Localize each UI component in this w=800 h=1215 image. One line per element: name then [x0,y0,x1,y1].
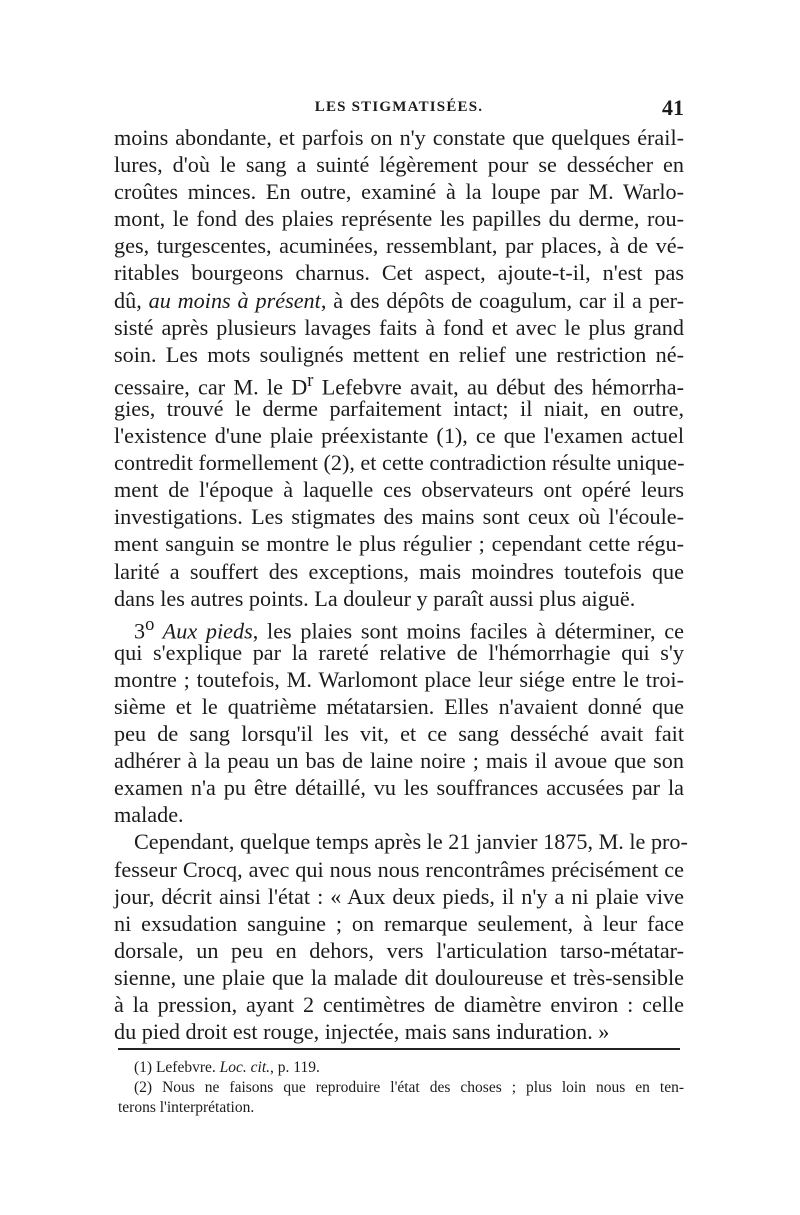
text-run: , p. 119. [270,1059,320,1076]
text-line: ment sanguin se montre le plus régulier ; cependant cette régu- [114,531,684,557]
text-line: dorsale, un peu en dehors, vers l'articulation tarso-métatar- [114,937,684,963]
italic-text: au moins à présent [148,287,321,313]
text-line: sième et le quatrième métatarsien. Elles n'avaient donné que [114,693,684,719]
text-line: examen n'a pu être détaillé, vu les souffrances accusées par la [114,775,684,801]
text-line: malade. [114,802,184,828]
text-line: dans les autres points. La douleur y paraît aussi plus aiguë. [114,585,636,611]
text-line: moins abondante, et parfois on n'y constate que quelques érail- [114,125,684,150]
text-line: sienne, une plaie que la malade dit douloureuse et très-sensible [114,964,684,990]
text-line: du pied droit est rouge, injectée, mais sans induration. » [114,1019,610,1045]
text-line: Cependant, quelque temps après le 21 janvier 1875, M. le pro- [134,829,688,855]
text-line: montre ; toutefois, M. Warlomont place leur siége entre le troi- [114,666,684,692]
text-run: 3 [134,618,146,644]
footnotes [118,1058,684,1118]
text-line: larité a souffert des exceptions, mais moindres toutefois que [114,558,684,584]
footnote-separator [118,1048,680,1050]
text-line: sisté après plusieurs lavages faits à fond et avec le plus grand [114,314,684,340]
text-line: ritables bourgeons charnus. Cet aspect, ajoute-t-il, n'est pas [114,260,684,286]
text-line: contredit formellement (2), et cette contradiction résulte unique- [114,450,685,476]
text-line: qui s'explique par la rareté relative de l'hémorrhagie qui s'y [114,639,684,665]
italic-text: Loc. cit. [219,1059,271,1076]
text-line: soin. Les mots soulignés mettent en relief une restriction né- [114,341,684,367]
text-line: jour, décrit ainsi l'état : « Aux deux pieds, il n'y a ni plaie vive [114,883,684,909]
text-line [114,287,684,314]
superscript: o [145,614,155,635]
text-run: cessaire, car M. le D [114,374,308,400]
body-text [114,124,688,1045]
text-run: (1) Lefebvre. [134,1059,220,1076]
text-run: Lefebvre avait, au début des hémorrha- [313,374,684,400]
text-line: ges, turgescentes, acuminées, ressemblant, par places, à de vé- [114,233,684,259]
superscript: r [307,370,314,391]
text-line: fesseur Crocq, avec qui nous nous rencontrâmes précisément ce [114,856,684,882]
text-run: , à des dépôts de coagulum, car il a per- [320,287,685,313]
text-line: l'existence d'une plaie préexistante (1), ce que l'examen actuel [114,423,684,449]
page-number: 41 [662,95,684,120]
text-line: gies, trouvé le derme parfaitement intact; il niait, en outre, [114,395,684,421]
text-line: peu de sang lorsqu'il les vit, et ce sang desséché avait fait [114,721,684,747]
footnote-line: terons l'interprétation. [118,1099,255,1116]
text-run: , les plaies sont moins faciles à déterminer, ce [252,618,684,644]
text-line: ment de l'époque à laquelle ces observateurs ont opéré leurs [114,477,684,503]
text-line: à la pression, ayant 2 centimètres de diamètre environ : celle [114,992,684,1017]
footnote-line [118,1058,684,1078]
text-line: adhérer à la peau un bas de laine noire ; mais il avoue que son [114,748,684,774]
text-line: investigations. Les stigmates des mains sont ceux où l'écoule- [114,504,684,530]
page-header [114,95,684,121]
text-line: croûtes minces. En outre, examiné à la loupe par M. Warlo- [114,179,684,205]
text-line: lures, d'où le sang a suinté légèrement pour se dessécher en [114,152,684,178]
text-line [114,612,684,644]
italic-text: Aux pieds [154,618,253,644]
text-line: ni exsudation sanguine ; on remarque seulement, à leur face [114,910,684,936]
text-run: dû, [114,287,149,313]
text-line: mont, le fond des plaies représente les papilles du derme, rou- [114,206,684,232]
text-line [114,368,684,400]
running-title: LES STIGMATISÉES. [314,99,484,115]
footnote-line: (2) Nous ne faisons que reproduire l'état des choses ; plus loin nous en ten- [134,1079,684,1096]
